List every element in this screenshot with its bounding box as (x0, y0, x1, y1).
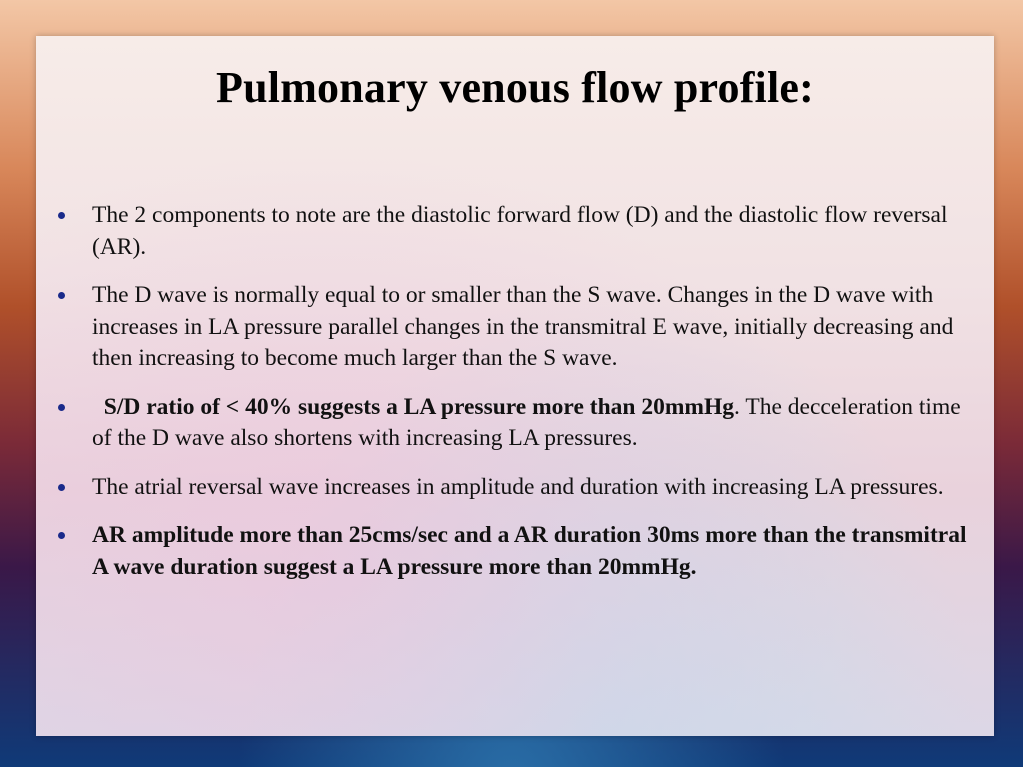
bullet-text: The D wave is normally equal to or smaller than the S wave. Changes in the D wave with increases in LA pressure parallel changes in the transmitral E wave, initially decreasing and then increasing to become much larger than the S wave. (92, 282, 954, 371)
bullet-item-1 (58, 200, 976, 263)
bullet-dot-icon (58, 532, 65, 539)
bullet-text: The 2 components to note are the diastolic forward flow (D) and the diastolic flow reversal (AR). (92, 202, 948, 260)
bullet-text: . The decceleration time of the D wave also shortens with increasing LA pressures. (92, 393, 961, 451)
bullet-text: The atrial reversal wave increases in amplitude and duration with increasing LA pressures. (92, 473, 944, 500)
bullet-item-4 (58, 472, 976, 504)
bullet-bold-text: S/D ratio of < 40% suggests a LA pressure more than 20mmHg (92, 393, 735, 420)
bullet-item-5 (58, 520, 976, 583)
bullet-dot-icon (58, 404, 65, 411)
bullet-dot-icon (58, 292, 65, 299)
slide-frame (36, 36, 994, 736)
bullet-bold-text: AR amplitude more than 25cms/sec and a AR duration 30ms more than the transmitral A wave duration suggest a LA pressure more than 20mmHg. (92, 522, 967, 580)
slide-title: Pulmonary venous flow profile: (216, 63, 814, 112)
bullet-dot-icon (58, 212, 65, 219)
bullet-item-3 (58, 392, 976, 455)
bullet-item-2 (58, 280, 976, 375)
bullet-dot-icon (58, 484, 65, 491)
bullet-list (58, 200, 976, 600)
